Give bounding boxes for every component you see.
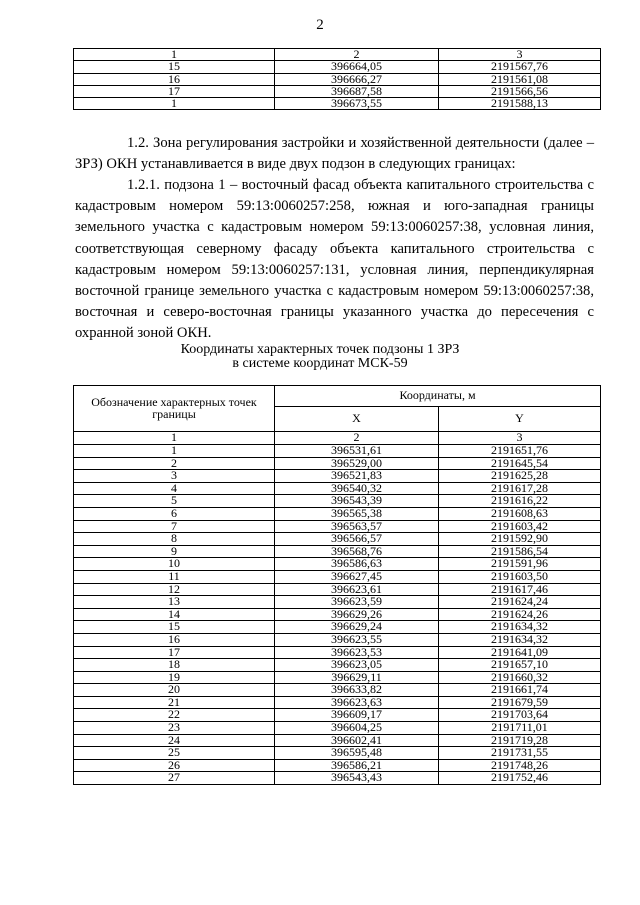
point-number-cell: 1 [74, 445, 275, 458]
page-number: 2 [316, 17, 324, 33]
point-number-cell: 4 [74, 482, 275, 495]
x-coordinate-cell: 396565,38 [275, 507, 439, 520]
x-coordinate-cell: 396623,63 [275, 696, 439, 709]
x-coordinate-cell: 396623,53 [275, 646, 439, 659]
x-coordinate-cell: 396602,41 [275, 734, 439, 747]
col-number-1: 1 [74, 49, 275, 61]
y-coordinate-cell: 2191592,90 [439, 533, 601, 546]
y-coordinate-cell: 2191641,09 [439, 646, 601, 659]
x-coordinate-cell: 396604,25 [275, 722, 439, 735]
point-number-cell: 11 [74, 570, 275, 583]
point-number-cell: 5 [74, 495, 275, 508]
y-coordinate-cell: 2191651,76 [439, 445, 601, 458]
y-coordinate-cell: 2191634,32 [439, 633, 601, 646]
col-number-2: 2 [275, 432, 439, 445]
y-coordinate-cell: 2191624,24 [439, 596, 601, 609]
x-coordinate-cell: 396586,21 [275, 759, 439, 772]
point-number-cell: 13 [74, 596, 275, 609]
y-coordinate-cell: 2191660,32 [439, 671, 601, 684]
point-number-cell: 15 [74, 61, 275, 73]
x-coordinate-cell: 396687,58 [275, 85, 439, 97]
y-coordinate-cell: 2191586,54 [439, 545, 601, 558]
header-coordinates: Координаты, м [275, 386, 601, 407]
x-coordinate-cell: 396664,05 [275, 61, 439, 73]
x-coordinate-cell: 396627,45 [275, 570, 439, 583]
x-coordinate-cell: 396609,17 [275, 709, 439, 722]
col-number-2: 2 [275, 49, 439, 61]
x-coordinate-cell: 396543,43 [275, 772, 439, 785]
point-number-cell: 14 [74, 608, 275, 621]
y-coordinate-cell: 2191679,59 [439, 696, 601, 709]
point-number-cell: 8 [74, 533, 275, 546]
y-coordinate-cell: 2191645,54 [439, 457, 601, 470]
x-coordinate-cell: 396629,11 [275, 671, 439, 684]
y-coordinate-cell: 2191661,74 [439, 684, 601, 697]
y-coordinate-cell: 2191752,46 [439, 772, 601, 785]
point-number-cell: 2 [74, 457, 275, 470]
point-number-cell: 26 [74, 759, 275, 772]
header-x: X [275, 407, 439, 432]
x-coordinate-cell: 396666,27 [275, 73, 439, 85]
point-number-cell: 6 [74, 507, 275, 520]
point-number-cell: 3 [74, 470, 275, 483]
y-coordinate-cell: 2191731,55 [439, 747, 601, 760]
point-number-cell: 24 [74, 734, 275, 747]
table-row [74, 98, 601, 110]
coordinates-table [73, 385, 601, 785]
point-number-cell: 9 [74, 545, 275, 558]
y-coordinate-cell: 2191616,22 [439, 495, 601, 508]
caption-line-2: в системе координат МСК-59 [232, 356, 408, 371]
x-coordinate-cell: 396568,76 [275, 545, 439, 558]
point-number-cell: 16 [74, 73, 275, 85]
y-coordinate-cell: 2191617,46 [439, 583, 601, 596]
point-number-cell: 17 [74, 646, 275, 659]
x-coordinate-cell: 396623,59 [275, 596, 439, 609]
point-number-cell: 1 [74, 98, 275, 110]
y-coordinate-cell: 2191703,64 [439, 709, 601, 722]
y-coordinate-cell: 2191719,28 [439, 734, 601, 747]
point-number-cell: 25 [74, 747, 275, 760]
paragraph-1-2-1: 1.2.1. подзона 1 – восточный фасад объекта капитального строительства с кадастровым номером 59:13:0060257:258, южная и юго-западная границы земельного участка с кадастровым номером 59:13:0060257:38, условная линия, соответствующая северному фасаду объекта капитального строительства с кадастровым номером 59:13:0060257:131, условная линия, перпендикулярная восточной границе земельного участка с кадастровым номером 59:13:0060257:38, восточная и северо-восточная границы указанного участка до пересечения с охранной зоной ОКН. [75, 177, 594, 342]
point-number-cell: 12 [74, 583, 275, 596]
x-coordinate-cell: 396543,39 [275, 495, 439, 508]
point-number-cell: 10 [74, 558, 275, 571]
y-coordinate-cell: 2191657,10 [439, 659, 601, 672]
point-number-cell: 16 [74, 633, 275, 646]
y-coordinate-cell: 2191567,76 [439, 61, 601, 73]
x-coordinate-cell: 396529,00 [275, 457, 439, 470]
y-coordinate-cell: 2191608,63 [439, 507, 601, 520]
y-coordinate-cell: 2191603,42 [439, 520, 601, 533]
x-coordinate-cell: 396629,26 [275, 608, 439, 621]
caption-line-1: Координаты характерных точек подзоны 1 ЗРЗ [180, 342, 460, 357]
point-number-cell: 18 [74, 659, 275, 672]
point-number-cell: 7 [74, 520, 275, 533]
x-coordinate-cell: 396521,83 [275, 470, 439, 483]
col-number-3: 3 [439, 432, 601, 445]
x-coordinate-cell: 396595,48 [275, 747, 439, 760]
y-coordinate-cell: 2191588,13 [439, 98, 601, 110]
point-number-cell: 27 [74, 772, 275, 785]
y-coordinate-cell: 2191624,26 [439, 608, 601, 621]
y-coordinate-cell: 2191634,32 [439, 621, 601, 634]
point-number-cell: 17 [74, 85, 275, 97]
point-number-cell: 19 [74, 671, 275, 684]
top-coordinates-table [73, 48, 601, 110]
x-coordinate-cell: 396629,24 [275, 621, 439, 634]
x-coordinate-cell: 396540,32 [275, 482, 439, 495]
y-coordinate-cell: 2191625,28 [439, 470, 601, 483]
y-coordinate-cell: 2191566,56 [439, 85, 601, 97]
x-coordinate-cell: 396633,82 [275, 684, 439, 697]
point-number-cell: 22 [74, 709, 275, 722]
x-coordinate-cell: 396623,55 [275, 633, 439, 646]
table-row [74, 772, 601, 785]
header-point-designation: Обозначение характерных точек границы [74, 386, 275, 432]
x-coordinate-cell: 396623,05 [275, 659, 439, 672]
x-coordinate-cell: 396531,61 [275, 445, 439, 458]
point-number-cell: 15 [74, 621, 275, 634]
y-coordinate-cell: 2191561,08 [439, 73, 601, 85]
point-number-cell: 21 [74, 696, 275, 709]
point-number-cell: 23 [74, 722, 275, 735]
header-y: Y [439, 407, 601, 432]
y-coordinate-cell: 2191591,96 [439, 558, 601, 571]
y-coordinate-cell: 2191748,26 [439, 759, 601, 772]
x-coordinate-cell: 396566,57 [275, 533, 439, 546]
paragraph-1-2: 1.2. Зона регулирования застройки и хозяйственной деятельности (далее – ЗРЗ) ОКН устанавливается в виде двух подзон в следующих границах: [75, 135, 594, 173]
y-coordinate-cell: 2191711,01 [439, 722, 601, 735]
x-coordinate-cell: 396623,61 [275, 583, 439, 596]
col-number-1: 1 [74, 432, 275, 445]
x-coordinate-cell: 396563,57 [275, 520, 439, 533]
col-number-3: 3 [439, 49, 601, 61]
y-coordinate-cell: 2191617,28 [439, 482, 601, 495]
y-coordinate-cell: 2191603,50 [439, 570, 601, 583]
table-caption [0, 343, 640, 371]
x-coordinate-cell: 396586,63 [275, 558, 439, 571]
x-coordinate-cell: 396673,55 [275, 98, 439, 110]
point-number-cell: 20 [74, 684, 275, 697]
